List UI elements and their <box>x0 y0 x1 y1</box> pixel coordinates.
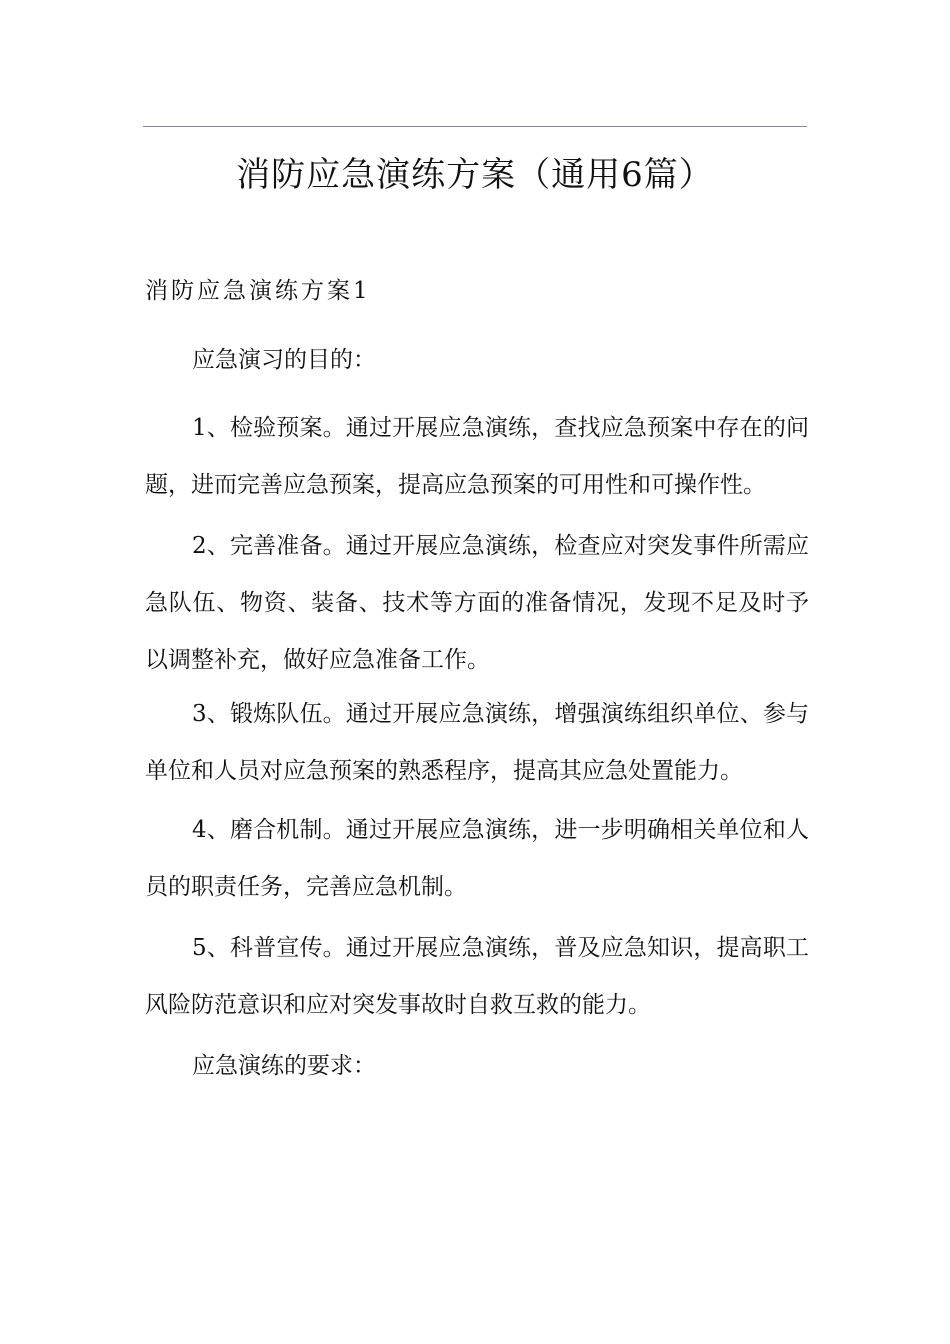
purpose-heading: 应急演习的目的： <box>192 347 376 373</box>
header-rule <box>143 126 807 127</box>
paragraph-item-4: 4、磨合机制。通过开展应急演练，进一步明确相关单位和人员的职责任务，完善应急机制。 <box>145 817 809 900</box>
requirements-heading: 应急演练的要求： <box>192 1053 376 1079</box>
paragraph-item-2: 2、完善准备。通过开展应急演练，检查应对突发事件所需应急队伍、物资、装备、技术等方面的准备情况，发现不足及时予以调整补充，做好应急准备工作。 <box>145 533 809 673</box>
paragraph-item-5: 5、科普宣传。通过开展应急演练，普及应急知识，提高职工风险防范意识和应对突发事故时自救互救的能力。 <box>145 935 809 1018</box>
section-heading: 消防应急演练方案1 <box>145 278 371 304</box>
paragraph-item-3: 3、锻炼队伍。通过开展应急演练，增强演练组织单位、参与单位和人员对应急预案的熟悉程序，提高其应急处置能力。 <box>145 701 809 784</box>
document-title: 消防应急演练方案（通用6篇） <box>236 155 714 195</box>
paragraph-item-1: 1、检验预案。通过开展应急演练，查找应急预案中存在的问题，进而完善应急预案，提高应急预案的可用性和可操作性。 <box>145 415 809 498</box>
